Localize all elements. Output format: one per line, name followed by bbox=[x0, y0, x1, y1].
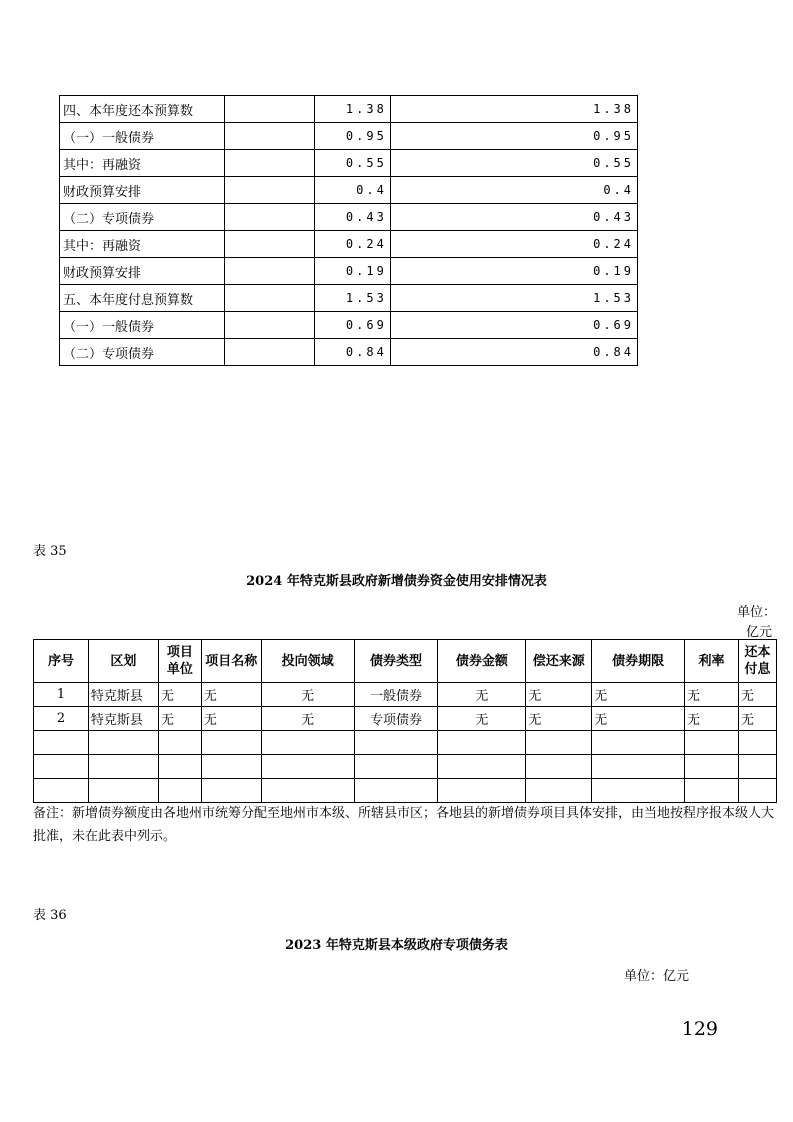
table-row bbox=[60, 231, 638, 258]
row-value: 0.19 bbox=[390, 258, 637, 285]
table35-unit-line2: 亿元 bbox=[746, 625, 773, 640]
table35-unit-line1: 单位： bbox=[737, 605, 777, 620]
row-value: 0.55 bbox=[315, 150, 391, 177]
table-cell bbox=[88, 755, 158, 779]
column-header: 债券金额 bbox=[438, 640, 526, 683]
table-cell bbox=[261, 779, 354, 803]
table36-unit: 单位：亿元 bbox=[624, 969, 690, 984]
table-cell bbox=[261, 731, 354, 755]
row-label: （二）专项债券 bbox=[60, 204, 225, 231]
row-cell bbox=[225, 177, 315, 204]
row-value: 0.4 bbox=[390, 177, 637, 204]
row-cell bbox=[225, 312, 315, 339]
table-cell bbox=[88, 731, 158, 755]
budget-table-body bbox=[60, 96, 638, 366]
row-cell bbox=[225, 258, 315, 285]
table-cell bbox=[738, 779, 776, 803]
table-cell bbox=[158, 779, 201, 803]
row-label: 财政预算安排 bbox=[60, 258, 225, 285]
table-row bbox=[60, 312, 638, 339]
table-cell bbox=[685, 731, 739, 755]
column-header: 利率 bbox=[685, 640, 739, 683]
table-row bbox=[60, 123, 638, 150]
column-header: 区划 bbox=[88, 640, 158, 683]
table-cell bbox=[201, 779, 261, 803]
row-cell bbox=[225, 204, 315, 231]
table-row bbox=[34, 755, 777, 779]
table35-label: 表 35 bbox=[33, 544, 67, 559]
table-cell: 无 bbox=[526, 707, 592, 731]
table-cell bbox=[438, 779, 526, 803]
table-cell bbox=[592, 731, 685, 755]
column-header: 债券类型 bbox=[354, 640, 438, 683]
table-row bbox=[34, 731, 777, 755]
table-cell bbox=[354, 755, 438, 779]
table-cell bbox=[526, 779, 592, 803]
table-cell: 无 bbox=[261, 707, 354, 731]
row-label: （二）专项债券 bbox=[60, 339, 225, 366]
table-cell bbox=[738, 731, 776, 755]
table-cell bbox=[685, 779, 739, 803]
row-cell bbox=[225, 96, 315, 123]
table-cell: 专项债券 bbox=[354, 707, 438, 731]
row-label: 五、本年度付息预算数 bbox=[60, 285, 225, 312]
bond-usage-table bbox=[33, 639, 777, 803]
table-cell: 无 bbox=[685, 683, 739, 707]
table-cell bbox=[88, 779, 158, 803]
row-cell bbox=[225, 339, 315, 366]
table-cell: 无 bbox=[592, 683, 685, 707]
table-cell bbox=[526, 755, 592, 779]
table-cell bbox=[261, 755, 354, 779]
table-cell: 2 bbox=[34, 707, 89, 731]
table-cell bbox=[201, 731, 261, 755]
row-label: （一）一般债券 bbox=[60, 123, 225, 150]
table-row bbox=[60, 204, 638, 231]
table-row bbox=[34, 683, 777, 707]
column-header: 项目名称 bbox=[201, 640, 261, 683]
table-cell bbox=[34, 731, 89, 755]
row-value: 0.95 bbox=[315, 123, 391, 150]
row-value: 0.4 bbox=[315, 177, 391, 204]
row-cell bbox=[225, 231, 315, 258]
row-cell bbox=[225, 123, 315, 150]
row-value: 0.55 bbox=[390, 150, 637, 177]
column-header: 投向领域 bbox=[261, 640, 354, 683]
table-cell bbox=[34, 779, 89, 803]
table36-title: 2023 年特克斯县本级政府专项债务表 bbox=[285, 938, 508, 953]
table-cell: 特克斯县 bbox=[88, 683, 158, 707]
table-cell: 无 bbox=[738, 683, 776, 707]
table-cell: 无 bbox=[201, 683, 261, 707]
table-cell: 一般债券 bbox=[354, 683, 438, 707]
budget-table bbox=[59, 95, 638, 366]
table-row bbox=[60, 339, 638, 366]
row-cell bbox=[225, 150, 315, 177]
table-cell: 特克斯县 bbox=[88, 707, 158, 731]
table-cell bbox=[592, 755, 685, 779]
row-label: 四、本年度还本预算数 bbox=[60, 96, 225, 123]
row-value: 1.53 bbox=[315, 285, 391, 312]
column-header: 偿还来源 bbox=[526, 640, 592, 683]
table36-label: 表 36 bbox=[33, 908, 67, 923]
row-value: 0.69 bbox=[390, 312, 637, 339]
page-number: 129 bbox=[681, 1018, 718, 1040]
bond-usage-table-body bbox=[34, 683, 777, 803]
row-value: 1.53 bbox=[390, 285, 637, 312]
table-row bbox=[60, 96, 638, 123]
row-label: 其中：再融资 bbox=[60, 150, 225, 177]
table-cell: 无 bbox=[685, 707, 739, 731]
table-row bbox=[60, 150, 638, 177]
table-cell bbox=[685, 755, 739, 779]
table-cell: 1 bbox=[34, 683, 89, 707]
table-cell bbox=[34, 755, 89, 779]
table-cell bbox=[738, 755, 776, 779]
row-label: 其中：再融资 bbox=[60, 231, 225, 258]
table-cell: 无 bbox=[592, 707, 685, 731]
table-row bbox=[60, 285, 638, 312]
table35-note: 备注：新增债券额度由各地州市统筹分配至地州市本级、所辖县市区；各地县的新增债券项目具体安排，由当地按程序报本级人大批准，未在此表中列示。 bbox=[33, 806, 775, 844]
table-cell: 无 bbox=[438, 683, 526, 707]
row-value: 1.38 bbox=[315, 96, 391, 123]
table-row bbox=[34, 707, 777, 731]
row-value: 0.19 bbox=[315, 258, 391, 285]
table-cell bbox=[592, 779, 685, 803]
table35-title: 2024 年特克斯县政府新增债券资金使用安排情况表 bbox=[246, 574, 547, 589]
row-value: 0.84 bbox=[390, 339, 637, 366]
row-value: 0.43 bbox=[315, 204, 391, 231]
table-cell: 无 bbox=[526, 683, 592, 707]
row-value: 0.24 bbox=[390, 231, 637, 258]
table-header-row bbox=[34, 640, 777, 683]
table-cell bbox=[526, 731, 592, 755]
row-value: 0.43 bbox=[390, 204, 637, 231]
row-value: 0.84 bbox=[315, 339, 391, 366]
table-row bbox=[60, 177, 638, 204]
row-value: 0.24 bbox=[315, 231, 391, 258]
table-row bbox=[34, 779, 777, 803]
table-cell: 无 bbox=[438, 707, 526, 731]
table-cell bbox=[201, 755, 261, 779]
table-cell bbox=[354, 779, 438, 803]
column-header: 债券期限 bbox=[592, 640, 685, 683]
table-cell: 无 bbox=[158, 707, 201, 731]
column-header: 还本付息 bbox=[738, 640, 776, 683]
table-row bbox=[60, 258, 638, 285]
table-cell: 无 bbox=[261, 683, 354, 707]
table-cell bbox=[354, 731, 438, 755]
table-cell: 无 bbox=[201, 707, 261, 731]
table-cell bbox=[158, 731, 201, 755]
table-cell: 无 bbox=[738, 707, 776, 731]
table-cell: 无 bbox=[158, 683, 201, 707]
row-value: 1.38 bbox=[390, 96, 637, 123]
row-cell bbox=[225, 285, 315, 312]
column-header: 序号 bbox=[34, 640, 89, 683]
table-cell bbox=[438, 731, 526, 755]
column-header: 项目单位 bbox=[158, 640, 201, 683]
table-cell bbox=[158, 755, 201, 779]
row-label: 财政预算安排 bbox=[60, 177, 225, 204]
row-value: 0.95 bbox=[390, 123, 637, 150]
row-label: （一）一般债券 bbox=[60, 312, 225, 339]
row-value: 0.69 bbox=[315, 312, 391, 339]
table-cell bbox=[438, 755, 526, 779]
